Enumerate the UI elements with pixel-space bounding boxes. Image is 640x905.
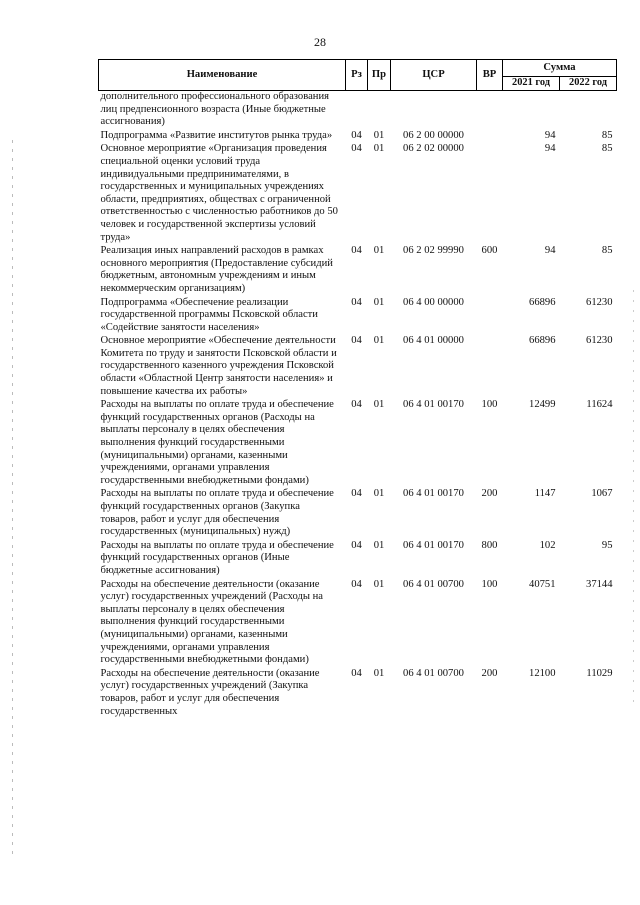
row-csr: 06 2 00 00000: [403, 129, 464, 141]
row-sum-2021: 40751: [529, 578, 556, 590]
row-name: Расходы на выплаты по оплате труда и обеспечение функций государственных органов (Расходы на выплаты персоналу в целях обеспечения выполнения функций государственными (муниципальными) органами, казенными учреждениями, органами управления государственными внебюджетными фондами): [100, 399, 334, 486]
row-rz: [346, 91, 368, 130]
row-sum-2021: [503, 91, 560, 130]
row-csr: [391, 91, 477, 130]
row-vr: 200: [481, 488, 498, 500]
row-rz: 04: [351, 335, 362, 347]
row-csr: 06 2 02 00000: [403, 143, 464, 155]
row-vr: 600: [481, 245, 498, 257]
scan-artifact-left: [12, 140, 13, 860]
row-rz: 04: [351, 399, 362, 411]
row-csr: 06 4 01 00700: [403, 578, 464, 590]
row-csr: 06 4 01 00700: [403, 667, 464, 679]
row-pr: 01: [373, 667, 385, 679]
row-name: Расходы на обеспечение деятельности (оказание услуг) государственных учреждений (Закупка товаров, работ и услуг для обеспечения государственных: [100, 667, 320, 717]
row-sum-2022: 61230: [586, 335, 613, 347]
table-row: [99, 143, 617, 245]
row-csr: 06 4 01 00170: [403, 488, 464, 500]
header-csr: ЦСР: [391, 60, 477, 91]
row-sum-2021: 102: [539, 539, 556, 551]
row-sum-2021: 94: [544, 129, 556, 141]
header-vr: ВР: [477, 60, 503, 91]
row-sum-2021: 94: [544, 245, 556, 257]
row-pr: [368, 91, 391, 130]
row-vr: 100: [481, 399, 498, 411]
row-sum-2022: 11029: [586, 667, 613, 679]
page-number: 28: [314, 35, 326, 49]
table-row: [99, 540, 617, 579]
header-name: Наименование: [99, 60, 346, 91]
row-name: Подпрограмма «Развитие институтов рынка труда»: [100, 129, 333, 141]
row-rz: 04: [351, 143, 362, 155]
row-name: Расходы на выплаты по оплате труда и обеспечение функций государственных органов (Закупка товаров, работ и услуг для обеспечения государственных (муниципальных) нужд): [100, 488, 334, 538]
table-row: [99, 579, 617, 668]
row-rz: 04: [351, 129, 362, 141]
row-sum-2022: 85: [601, 245, 613, 257]
row-vr: [477, 297, 503, 336]
row-rz: 04: [351, 578, 362, 590]
row-csr: 06 4 01 00000: [403, 335, 464, 347]
row-name: Основное мероприятие «Обеспечение деятельности Комитета по труду и занятости Псковской области и государственного казенного учреждения Псковской области «Областной Центр занятости населения» и повышение качества их работы»: [100, 335, 337, 397]
row-vr: [477, 130, 503, 144]
row-sum-2022: 95: [601, 539, 613, 551]
row-rz: 04: [351, 296, 362, 308]
row-rz: 04: [351, 245, 362, 257]
row-name: Основное мероприятие «Организация проведения специальной оценки условий труда индивидуальными предпринимателями, в государственных и муниципальных учреждениях области, предприятиях, обществах с ограниченной ответственностью с численностью работников до 50 человек и государственной экспертизы условий труда»: [100, 143, 338, 243]
row-rz: 04: [351, 539, 362, 551]
row-csr: 06 4 01 00170: [403, 399, 464, 411]
row-pr: 01: [373, 129, 385, 141]
table-row: [99, 130, 617, 144]
table-row: [99, 91, 617, 130]
table-row: [99, 399, 617, 488]
table-row: [99, 245, 617, 296]
row-vr: 200: [481, 667, 498, 679]
row-vr: 800: [481, 539, 498, 551]
row-name: Расходы на обеспечение деятельности (оказание услуг) государственных учреждений (Расходы на выплаты персоналу в целях обеспечения выполнения функций государственными (муниципальными) органами, казенными учреждениями, органами управления государственными внебюджетными фондами): [100, 578, 323, 666]
row-sum-2022: 85: [601, 129, 613, 141]
row-pr: 01: [373, 488, 385, 500]
row-vr: [477, 143, 503, 245]
row-pr: 01: [373, 335, 385, 347]
row-csr: 06 4 00 00000: [403, 296, 464, 308]
row-pr: 01: [373, 399, 385, 411]
row-pr: 01: [373, 143, 385, 155]
table-row: [99, 668, 617, 719]
row-rz: 04: [351, 667, 362, 679]
row-sum-2022: 85: [601, 143, 613, 155]
row-pr: 01: [373, 578, 385, 590]
row-rz: 04: [351, 488, 362, 500]
table-row: [99, 488, 617, 539]
row-name: Подпрограмма «Обеспечение реализации государственной программы Псковской области «Содействие занятости населения»: [100, 296, 318, 333]
row-sum-2021: 12499: [529, 399, 556, 411]
row-vr: [477, 91, 503, 130]
row-sum-2022: 61230: [586, 296, 613, 308]
row-sum-2022: 37144: [586, 578, 613, 590]
row-pr: 01: [373, 245, 385, 257]
scan-artifact-right: [633, 290, 634, 710]
row-sum-2022: 1067: [591, 488, 613, 500]
row-sum-2021: 66896: [529, 335, 556, 347]
row-sum-2021: 66896: [529, 296, 556, 308]
row-pr: 01: [373, 539, 385, 551]
row-sum-2022: 11624: [586, 399, 613, 411]
row-csr: 06 2 02 99990: [403, 245, 464, 257]
table-row: [99, 335, 617, 399]
row-sum-2022: [560, 91, 617, 130]
row-name: Реализация иных направлений расходов в рамках основного мероприятия (Предоставление субсидий бюджетным, автономным учреждениям и иным некоммерческим организациям): [100, 245, 333, 294]
row-name: дополнительного профессионального образования лиц предпенсионного возраста (Иные бюджетные ассигнования): [100, 91, 329, 128]
budget-table: [98, 59, 617, 719]
row-name: Расходы на выплаты по оплате труда и обеспечение функций государственных органов (Иные бюджетные ассигнования): [100, 539, 334, 576]
row-vr: 100: [481, 578, 498, 590]
row-sum-2021: 1147: [534, 488, 556, 500]
row-vr: [477, 335, 503, 399]
header-rz: Рз: [346, 60, 368, 91]
table-body: [99, 91, 617, 720]
row-sum-2021: 94: [544, 143, 556, 155]
header-year-2021: 2021 год: [503, 77, 560, 91]
row-pr: 01: [373, 296, 385, 308]
row-csr: 06 4 01 00170: [403, 539, 464, 551]
table-header: [99, 60, 617, 91]
header-sum: Сумма: [503, 60, 617, 77]
row-sum-2021: 12100: [529, 667, 556, 679]
header-pr: Пр: [368, 60, 391, 91]
table-row: [99, 297, 617, 336]
header-year-2022: 2022 год: [560, 77, 617, 91]
